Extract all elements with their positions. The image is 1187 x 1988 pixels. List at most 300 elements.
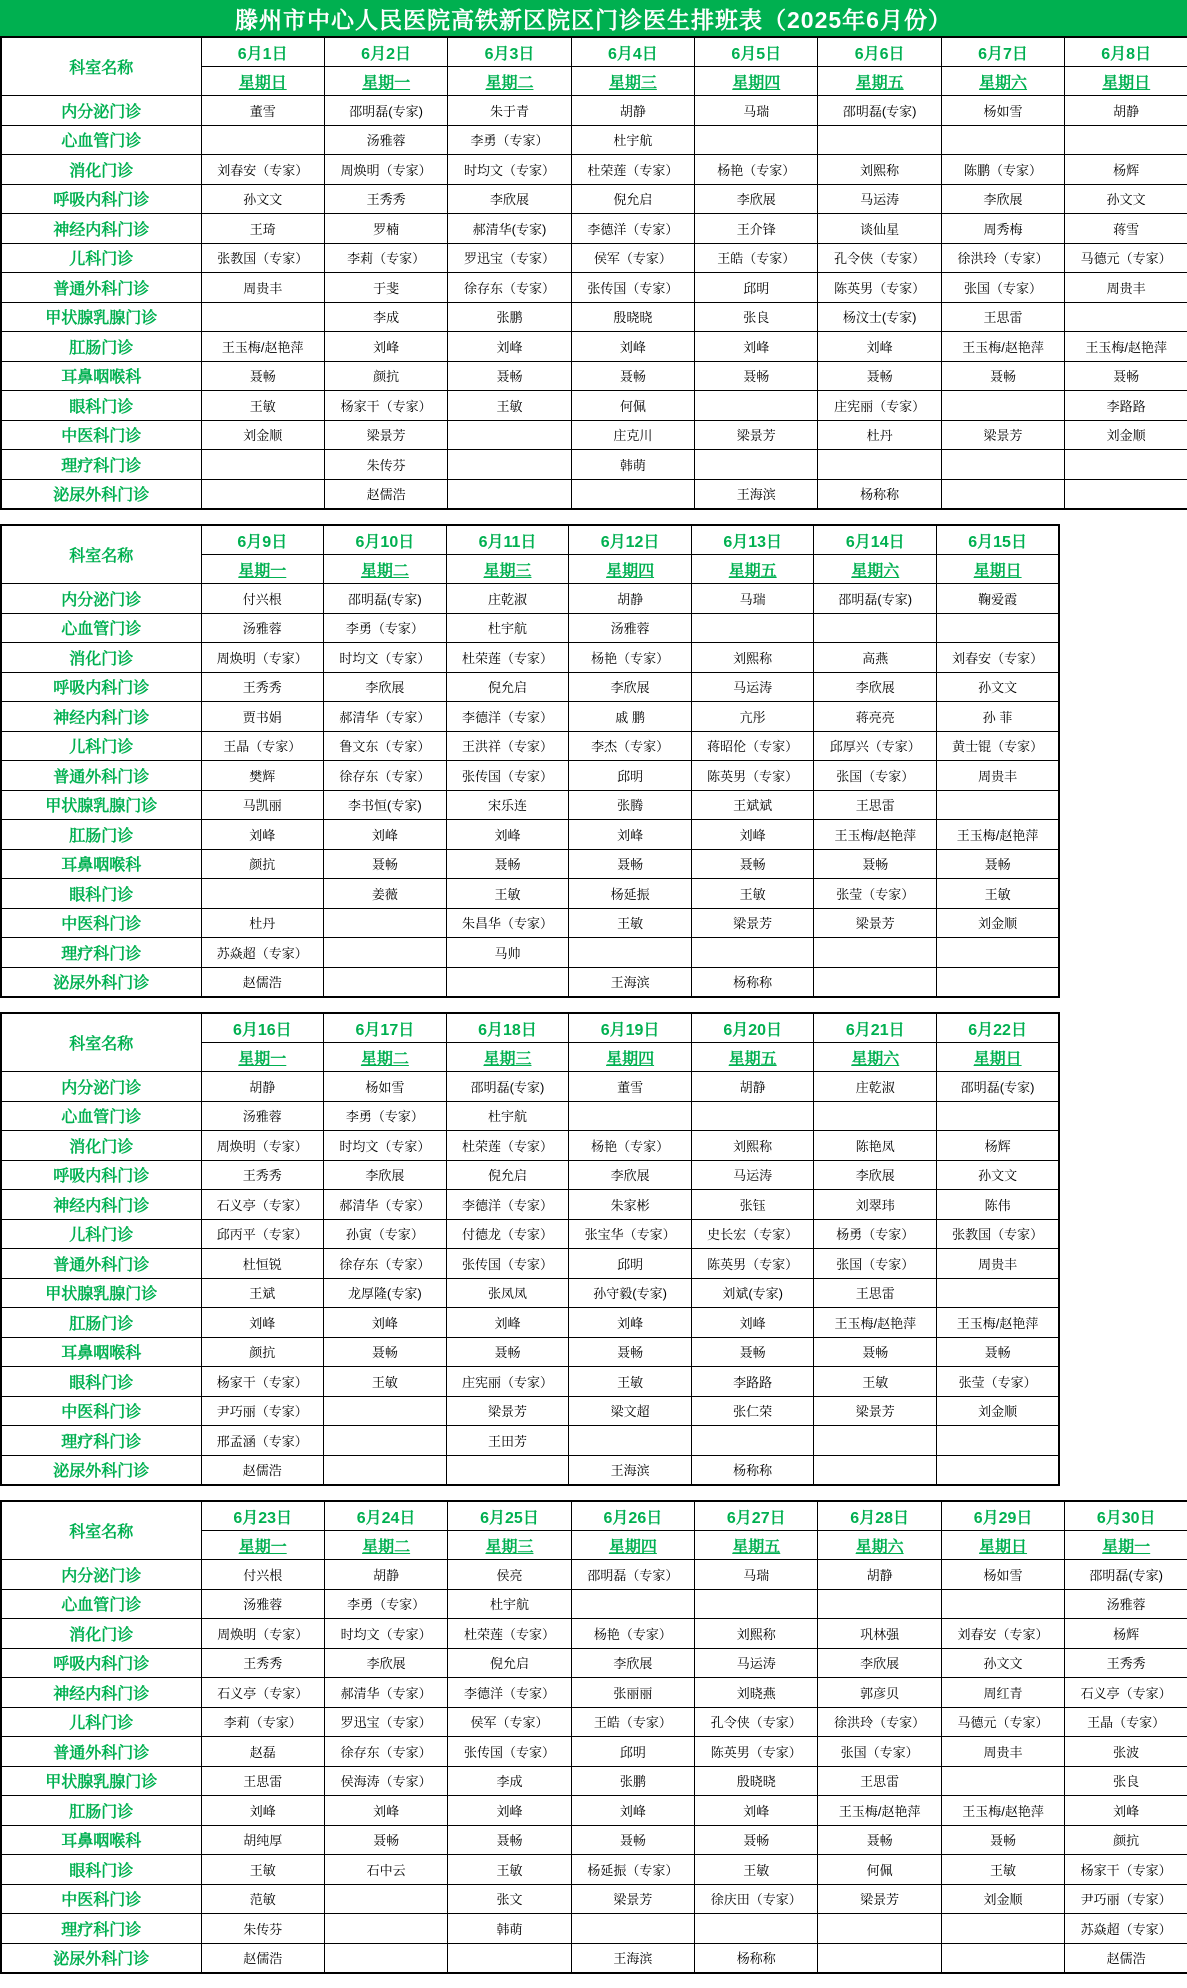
doctor-cell: 张鹏: [448, 302, 571, 332]
dept-name-cell: 甲状腺乳腺门诊: [1, 302, 201, 332]
doctor-cell: 聂畅: [937, 1337, 1060, 1367]
doctor-cell: 黄士锟（专家）: [937, 731, 1060, 761]
dept-name-cell: 消化门诊: [1, 1619, 201, 1649]
weekday-header-cell: [818, 67, 941, 96]
doctor-cell: 王秀秀: [201, 1648, 324, 1678]
doctor-cell: 张波: [1065, 1737, 1187, 1767]
dept-name-cell: 内分泌门诊: [1, 96, 201, 126]
doctor-cell: 杜宇航: [446, 613, 569, 643]
schedule-row: [1, 450, 1187, 480]
doctor-cell: 张莹（专家）: [814, 879, 937, 909]
weekday-header: 星期三: [483, 1050, 532, 1068]
doctor-cell: 刘峰: [818, 332, 941, 362]
doctor-cell: 聂畅: [448, 361, 571, 391]
dept-name-cell: 呼吸内科门诊: [1, 1648, 201, 1678]
doctor-cell: 杨称称: [691, 967, 814, 997]
dept-name-cell: 儿科门诊: [1, 1707, 201, 1737]
doctor-cell: 颜抗: [201, 849, 324, 879]
doctor-cell: 王晶（专家）: [1065, 1707, 1187, 1737]
doctor-cell: 庄宪丽（专家）: [818, 391, 941, 421]
doctor-cell: [571, 1589, 694, 1619]
doctor-cell: 胡静: [569, 584, 692, 614]
doctor-cell: 陈英男（专家）: [695, 1737, 818, 1767]
doctor-cell: 刘峰: [446, 1308, 569, 1338]
dept-name-cell: 理疗科门诊: [1, 938, 201, 968]
weekday-header-cell: [937, 555, 1060, 584]
doctor-cell: 周焕明（专家）: [201, 643, 324, 673]
doctor-cell: 赵儒浩: [1065, 1943, 1187, 1973]
doctor-cell: [448, 479, 571, 509]
doctor-cell: [937, 967, 1060, 997]
doctor-cell: 马运涛: [818, 184, 941, 214]
doctor-cell: 徐存东（专家）: [448, 273, 571, 303]
doctor-cell: [691, 1426, 814, 1456]
dept-column-header: 科室名称: [1, 525, 201, 584]
doctor-cell: 周贵丰: [941, 1737, 1064, 1767]
schedule-row: [1, 332, 1187, 362]
doctor-cell: 李欣展: [695, 184, 818, 214]
dept-name-cell: 眼科门诊: [1, 1855, 201, 1885]
doctor-cell: 李德洋（专家）: [571, 214, 694, 244]
doctor-cell: 孔令侠（专家）: [695, 1707, 818, 1737]
doctor-cell: 范敏: [201, 1884, 324, 1914]
doctor-cell: 张传国（专家）: [448, 1737, 571, 1767]
doctor-cell: 聂畅: [324, 1825, 447, 1855]
weekday-header: 星期一: [238, 1538, 287, 1556]
weekday-header: 星期三: [483, 562, 532, 580]
date-header: 6月1日: [201, 37, 324, 67]
weekday-header-cell: [201, 1531, 324, 1560]
doctor-cell: 周贵丰: [937, 1249, 1060, 1279]
weekday-header-cell: [324, 555, 447, 584]
doctor-cell: 杨如雪: [941, 1560, 1064, 1590]
doctor-cell: [941, 1589, 1064, 1619]
doctor-cell: 聂畅: [448, 1825, 571, 1855]
doctor-cell: 苏焱超（专家）: [201, 938, 324, 968]
dept-name-cell: 中医科门诊: [1, 1396, 201, 1426]
doctor-cell: 胡纯厚: [201, 1825, 324, 1855]
schedule-table-week-2: [0, 524, 1060, 998]
date-header: 6月17日: [324, 1013, 447, 1043]
dept-name-cell: 眼科门诊: [1, 1367, 201, 1397]
dept-name-cell: 耳鼻咽喉科: [1, 849, 201, 879]
date-header: 6月13日: [691, 525, 814, 555]
doctor-cell: 王秀秀: [201, 672, 324, 702]
doctor-cell: 杨如雪: [941, 96, 1064, 126]
doctor-cell: 石义亭（专家）: [201, 1678, 324, 1708]
date-header: 6月21日: [814, 1013, 937, 1043]
doctor-cell: [448, 1943, 571, 1973]
dept-name-cell: 儿科门诊: [1, 731, 201, 761]
doctor-cell: 李勇（专家）: [324, 613, 447, 643]
doctor-cell: 陈英男（专家）: [691, 1249, 814, 1279]
doctor-cell: [941, 1914, 1064, 1944]
doctor-cell: 杨艳（专家）: [695, 155, 818, 185]
doctor-cell: 张国（专家）: [941, 273, 1064, 303]
doctor-cell: 梁景芳: [324, 420, 447, 450]
doctor-cell: 周贵丰: [937, 761, 1060, 791]
doctor-cell: 罗楠: [324, 214, 447, 244]
doctor-cell: 孙文文: [941, 1648, 1064, 1678]
doctor-cell: 李勇（专家）: [324, 1101, 447, 1131]
schedule-row: [1, 1796, 1187, 1826]
doctor-cell: 李莉（专家）: [324, 243, 447, 273]
doctor-cell: [691, 938, 814, 968]
doctor-cell: 李德洋（专家）: [446, 1190, 569, 1220]
schedule-row: [1, 761, 1059, 791]
doctor-cell: [571, 479, 694, 509]
doctor-cell: 刘峰: [695, 332, 818, 362]
doctor-cell: 李书恒(专家): [324, 790, 447, 820]
doctor-cell: [1065, 479, 1187, 509]
dept-name-cell: 甲状腺乳腺门诊: [1, 790, 201, 820]
schedule-row: [1, 1337, 1059, 1367]
weekday-header-cell: [695, 67, 818, 96]
doctor-cell: 张良: [1065, 1766, 1187, 1796]
date-header: 6月7日: [941, 37, 1064, 67]
doctor-cell: 杜荣莲（专家）: [446, 643, 569, 673]
schedule-tables-container: [0, 36, 1187, 1974]
schedule-row: [1, 967, 1059, 997]
weekday-header: 星期日: [1102, 74, 1151, 92]
doctor-cell: 刘斌(专家): [691, 1278, 814, 1308]
doctor-cell: 王秀秀: [1065, 1648, 1187, 1678]
schedule-row: [1, 613, 1059, 643]
doctor-cell: 张教国（专家）: [201, 243, 324, 273]
schedule-row: [1, 1737, 1187, 1767]
doctor-cell: 王敏: [324, 1367, 447, 1397]
doctor-cell: 徐存东（专家）: [324, 1249, 447, 1279]
weekday-header-cell: [201, 1043, 324, 1072]
dept-name-cell: 肛肠门诊: [1, 820, 201, 850]
doctor-cell: 刘峰: [201, 1796, 324, 1826]
schedule-row: [1, 1219, 1059, 1249]
doctor-cell: 张宝华（专家）: [569, 1219, 692, 1249]
doctor-cell: 张教国（专家）: [937, 1219, 1060, 1249]
doctor-cell: 朱传芬: [201, 1914, 324, 1944]
doctor-cell: 庄乾淑: [814, 1072, 937, 1102]
schedule-row: [1, 790, 1059, 820]
doctor-cell: [324, 1455, 447, 1485]
schedule-row: [1, 1308, 1059, 1338]
date-header: 6月5日: [695, 37, 818, 67]
doctor-cell: 尹巧丽（专家）: [1065, 1884, 1187, 1914]
title-bar: [0, 0, 1187, 36]
doctor-cell: 王敏: [941, 1855, 1064, 1885]
page-title: 滕州市中心人民医院高铁新区院区门诊医生排班表（2025年6月份）: [235, 6, 952, 33]
schedule-row: [1, 731, 1059, 761]
doctor-cell: 朱传芬: [324, 450, 447, 480]
doctor-cell: [937, 1278, 1060, 1308]
doctor-cell: 汤雅蓉: [201, 613, 324, 643]
doctor-cell: [937, 938, 1060, 968]
doctor-cell: 梁景芳: [695, 420, 818, 450]
doctor-cell: 付兴根: [201, 1560, 324, 1590]
doctor-cell: 王敏: [448, 391, 571, 421]
doctor-cell: 杨辉: [1065, 155, 1187, 185]
dept-name-cell: 肛肠门诊: [1, 1308, 201, 1338]
doctor-cell: 刘金顺: [1065, 420, 1187, 450]
doctor-cell: 梁景芳: [814, 908, 937, 938]
doctor-cell: 王田芳: [446, 1426, 569, 1456]
schedule-row: [1, 1426, 1059, 1456]
doctor-cell: [941, 479, 1064, 509]
doctor-cell: [691, 1101, 814, 1131]
date-header: 6月25日: [448, 1501, 571, 1531]
doctor-cell: 孙寅（专家）: [324, 1219, 447, 1249]
doctor-cell: [937, 1455, 1060, 1485]
doctor-cell: 王玉梅/赵艳萍: [937, 820, 1060, 850]
doctor-cell: 杨辉: [937, 1131, 1060, 1161]
doctor-cell: 杜荣莲（专家）: [446, 1131, 569, 1161]
doctor-cell: 王玉梅/赵艳萍: [941, 332, 1064, 362]
doctor-cell: 杨汶士(专家): [818, 302, 941, 332]
schedule-row: [1, 1249, 1059, 1279]
doctor-cell: 王玉梅/赵艳萍: [818, 1796, 941, 1826]
doctor-cell: 苏焱超（专家）: [1065, 1914, 1187, 1944]
doctor-cell: 赵儒浩: [201, 967, 324, 997]
dept-name-cell: 呼吸内科门诊: [1, 1160, 201, 1190]
doctor-cell: 王皓（专家）: [571, 1707, 694, 1737]
doctor-cell: 周红青: [941, 1678, 1064, 1708]
weekday-header: 星期一: [362, 74, 411, 92]
doctor-cell: 刘峰: [448, 1796, 571, 1826]
doctor-cell: 张国（专家）: [814, 761, 937, 791]
date-header: 6月10日: [324, 525, 447, 555]
date-header: 6月11日: [446, 525, 569, 555]
doctor-cell: 颜抗: [201, 1337, 324, 1367]
doctor-cell: [814, 1101, 937, 1131]
doctor-cell: [937, 1426, 1060, 1456]
date-header: 6月22日: [937, 1013, 1060, 1043]
dept-name-cell: 理疗科门诊: [1, 1914, 201, 1944]
schedule-table-week-4: [0, 1500, 1187, 1974]
doctor-cell: 李莉（专家）: [201, 1707, 324, 1737]
doctor-cell: 杨称称: [691, 1455, 814, 1485]
dept-column-header: 科室名称: [1, 1013, 201, 1072]
doctor-cell: 张仁荣: [691, 1396, 814, 1426]
doctor-cell: 杨勇（专家）: [814, 1219, 937, 1249]
doctor-cell: 马运涛: [691, 1160, 814, 1190]
doctor-cell: 王敏: [814, 1367, 937, 1397]
doctor-cell: 聂畅: [818, 1825, 941, 1855]
doctor-cell: 刘峰: [571, 332, 694, 362]
doctor-cell: 王敏: [448, 1855, 571, 1885]
schedule-row: [1, 96, 1187, 126]
doctor-cell: 聂畅: [937, 849, 1060, 879]
doctor-cell: 孙文文: [937, 1160, 1060, 1190]
dept-name-cell: 消化门诊: [1, 643, 201, 673]
doctor-cell: 张凤凤: [446, 1278, 569, 1308]
doctor-cell: [937, 613, 1060, 643]
doctor-cell: [324, 1426, 447, 1456]
doctor-cell: 杨家干（专家）: [201, 1367, 324, 1397]
dept-name-cell: 普通外科门诊: [1, 273, 201, 303]
doctor-cell: 周焕明（专家）: [201, 1131, 324, 1161]
doctor-cell: 侯军（专家）: [571, 243, 694, 273]
doctor-cell: 杨家干（专家）: [324, 391, 447, 421]
doctor-cell: 张文: [448, 1884, 571, 1914]
doctor-cell: [201, 879, 324, 909]
doctor-cell: 何佩: [571, 391, 694, 421]
doctor-cell: 聂畅: [324, 849, 447, 879]
doctor-cell: 赵儒浩: [201, 1455, 324, 1485]
dept-name-cell: 泌尿外科门诊: [1, 479, 201, 509]
doctor-cell: 李欣展: [324, 672, 447, 702]
dept-name-cell: 普通外科门诊: [1, 761, 201, 791]
dept-name-cell: 眼科门诊: [1, 879, 201, 909]
schedule-row: [1, 184, 1187, 214]
schedule-row: [1, 125, 1187, 155]
date-header: 6月3日: [448, 37, 571, 67]
doctor-cell: 赵儒浩: [324, 479, 447, 509]
doctor-cell: [941, 1943, 1064, 1973]
doctor-cell: 王玉梅/赵艳萍: [941, 1796, 1064, 1826]
doctor-cell: 周焕明（专家）: [201, 1619, 324, 1649]
doctor-cell: 周贵丰: [1065, 273, 1187, 303]
doctor-cell: 刘峰: [569, 820, 692, 850]
doctor-cell: [569, 938, 692, 968]
doctor-cell: 鲁文东（专家）: [324, 731, 447, 761]
schedule-row: [1, 1396, 1059, 1426]
doctor-cell: [818, 125, 941, 155]
doctor-cell: 张传国（专家）: [571, 273, 694, 303]
date-header: 6月14日: [814, 525, 937, 555]
doctor-cell: 杨艳（专家）: [569, 643, 692, 673]
weekday-header: 星期五: [728, 1050, 777, 1068]
weekday-header-cell: [448, 1531, 571, 1560]
weekday-header: 星期四: [606, 1050, 655, 1068]
doctor-cell: 徐洪玲（专家）: [941, 243, 1064, 273]
doctor-cell: 王玉梅/赵艳萍: [201, 332, 324, 362]
doctor-cell: 张传国（专家）: [446, 761, 569, 791]
doctor-cell: [818, 1943, 941, 1973]
doctor-cell: 王玉梅/赵艳萍: [814, 1308, 937, 1338]
date-header: 6月8日: [1065, 37, 1187, 67]
doctor-cell: 孙守毅(专家): [569, 1278, 692, 1308]
doctor-cell: 赵儒浩: [201, 1943, 324, 1973]
doctor-cell: 王晶（专家）: [201, 731, 324, 761]
dept-name-cell: 神经内科门诊: [1, 214, 201, 244]
doctor-cell: 陈伟: [937, 1190, 1060, 1220]
doctor-cell: 聂畅: [941, 1825, 1064, 1855]
doctor-cell: 徐洪玲（专家）: [818, 1707, 941, 1737]
doctor-cell: 侯海涛（专家）: [324, 1766, 447, 1796]
doctor-cell: 马瑞: [691, 584, 814, 614]
schedule-row: [1, 1560, 1187, 1590]
doctor-cell: [695, 391, 818, 421]
doctor-cell: 王海滨: [569, 967, 692, 997]
doctor-cell: 付德龙（专家）: [446, 1219, 569, 1249]
schedule-row: [1, 672, 1059, 702]
doctor-cell: 刘金顺: [937, 908, 1060, 938]
doctor-cell: [695, 1589, 818, 1619]
doctor-cell: 刘峰: [448, 332, 571, 362]
schedule-row: [1, 1648, 1187, 1678]
weekday-header: 星期三: [485, 1538, 534, 1556]
doctor-cell: 李欣展: [324, 1648, 447, 1678]
weekday-header: 星期日: [979, 1538, 1028, 1556]
schedule-row: [1, 849, 1059, 879]
dept-name-cell: 呼吸内科门诊: [1, 672, 201, 702]
doctor-cell: 姜薇: [324, 879, 447, 909]
doctor-cell: 韩萌: [571, 450, 694, 480]
doctor-cell: 聂畅: [941, 361, 1064, 391]
doctor-cell: 胡静: [1065, 96, 1187, 126]
doctor-cell: 李杰（专家）: [569, 731, 692, 761]
dept-name-cell: 消化门诊: [1, 1131, 201, 1161]
weekday-header: 星期四: [608, 1538, 657, 1556]
doctor-cell: [201, 302, 324, 332]
doctor-cell: 张国（专家）: [814, 1249, 937, 1279]
dept-name-cell: 儿科门诊: [1, 243, 201, 273]
doctor-cell: 殷晓晓: [695, 1766, 818, 1796]
weekday-header: 星期日: [238, 74, 287, 92]
doctor-cell: 刘峰: [691, 1308, 814, 1338]
doctor-cell: 王敏: [201, 391, 324, 421]
doctor-cell: 龙厚隆(专家): [324, 1278, 447, 1308]
doctor-cell: 张莹（专家）: [937, 1367, 1060, 1397]
doctor-cell: 戚 鹏: [569, 702, 692, 732]
doctor-cell: 孔令侠（专家）: [818, 243, 941, 273]
weekday-header-cell: [691, 555, 814, 584]
doctor-cell: 梁景芳: [446, 1396, 569, 1426]
doctor-cell: 于斐: [324, 273, 447, 303]
doctor-cell: [569, 1101, 692, 1131]
doctor-cell: 周秀梅: [941, 214, 1064, 244]
dept-name-cell: 甲状腺乳腺门诊: [1, 1278, 201, 1308]
doctor-cell: [695, 450, 818, 480]
doctor-cell: 鞠爱霞: [937, 584, 1060, 614]
doctor-cell: [446, 967, 569, 997]
schedule-table-week-3: [0, 1012, 1060, 1486]
doctor-cell: [324, 1943, 447, 1973]
doctor-cell: 陈英男（专家）: [818, 273, 941, 303]
doctor-cell: [201, 450, 324, 480]
doctor-cell: 李欣展: [571, 1648, 694, 1678]
doctor-cell: 李欣展: [569, 1160, 692, 1190]
weekday-header: 星期一: [238, 1050, 287, 1068]
doctor-cell: 王斌: [201, 1278, 324, 1308]
dept-name-cell: 泌尿外科门诊: [1, 967, 201, 997]
date-header: 6月24日: [324, 1501, 447, 1531]
doctor-cell: 杨如雪: [324, 1072, 447, 1102]
doctor-cell: 蒋昭伦（专家）: [691, 731, 814, 761]
dept-name-cell: 神经内科门诊: [1, 1678, 201, 1708]
doctor-cell: 侯亮: [448, 1560, 571, 1590]
doctor-cell: 聂畅: [695, 361, 818, 391]
weekday-header-cell: [814, 1043, 937, 1072]
doctor-cell: 李德洋（专家）: [446, 702, 569, 732]
doctor-cell: 杨称称: [818, 479, 941, 509]
doctor-cell: 马德元（专家）: [941, 1707, 1064, 1737]
date-header: 6月6日: [818, 37, 941, 67]
weekday-header: 星期三: [608, 74, 657, 92]
doctor-cell: [941, 450, 1064, 480]
weekday-header-cell: [201, 67, 324, 96]
schedule-row: [1, 1190, 1059, 1220]
date-header: 6月26日: [571, 1501, 694, 1531]
weekday-header: 星期一: [1102, 1538, 1151, 1556]
doctor-cell: 刘峰: [691, 820, 814, 850]
doctor-cell: 倪允启: [448, 1648, 571, 1678]
weekday-header-cell: [818, 1531, 941, 1560]
dept-name-cell: 内分泌门诊: [1, 1072, 201, 1102]
doctor-cell: 刘金顺: [937, 1396, 1060, 1426]
doctor-cell: [201, 125, 324, 155]
doctor-cell: 聂畅: [571, 1825, 694, 1855]
doctor-cell: 聂畅: [695, 1825, 818, 1855]
